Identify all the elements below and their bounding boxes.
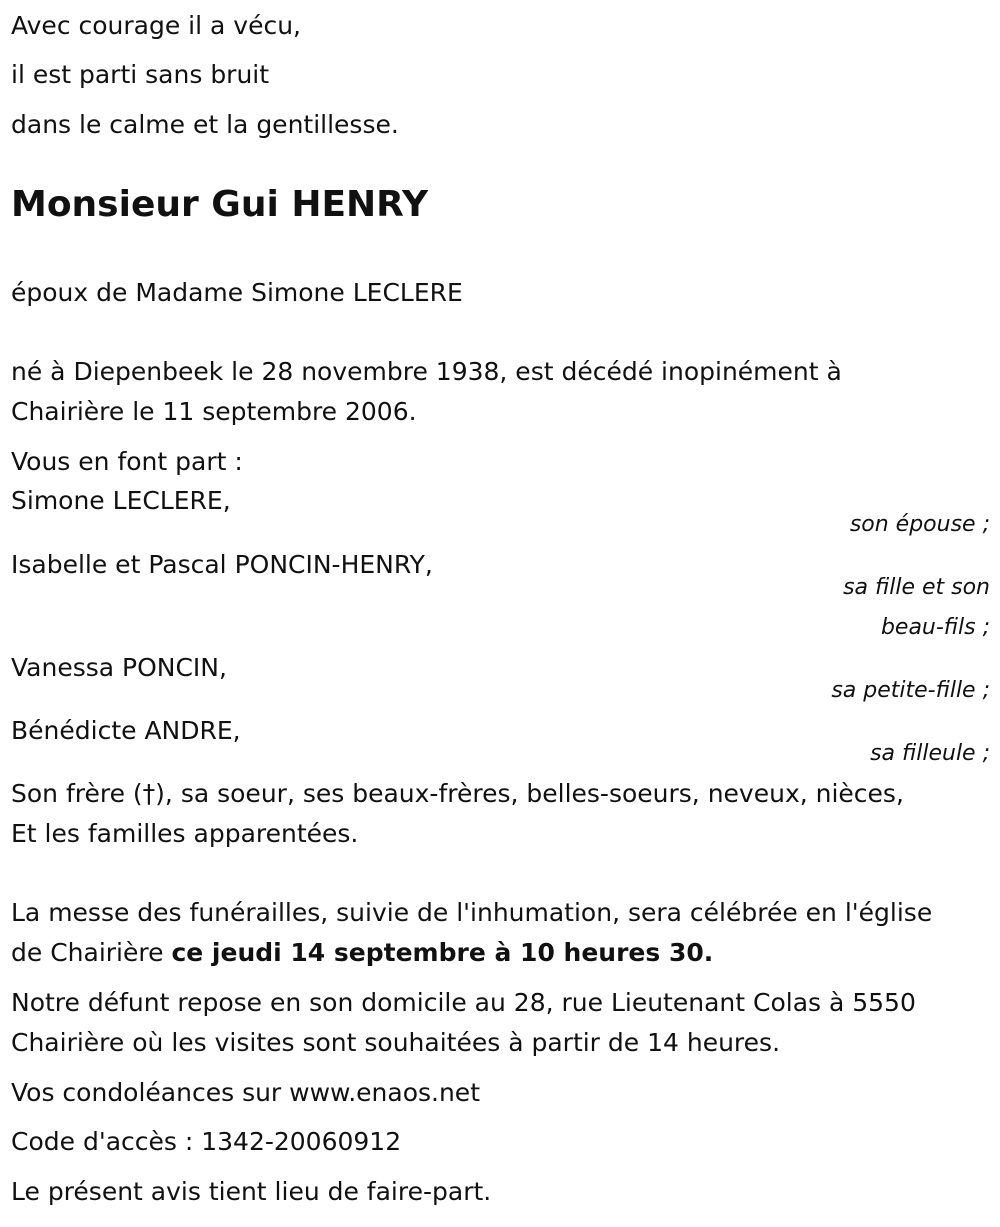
family-member-role: sa petite-fille ; — [831, 678, 990, 703]
poem-line-2: il est parti sans bruit — [11, 60, 270, 89]
family-member-name: Vanessa PONCIN, — [11, 653, 227, 682]
relatives-line-1: Son frère (†), sa soeur, ses beaux-frères, belles-soeurs, neveux, nièces, — [11, 779, 904, 808]
family-member-role: son épouse ; — [849, 512, 990, 537]
funeral-church: de Chairière — [11, 938, 172, 967]
poem-line-1: Avec courage il a vécu, — [11, 11, 302, 40]
deceased-name: Monsieur Gui HENRY — [11, 184, 429, 225]
condolences-line: Vos condoléances sur www.enaos.net — [11, 1078, 480, 1107]
funeral-date-time: ce jeudi 14 septembre à 10 heures 30. — [171, 938, 714, 967]
access-code-line: Code d'accès : 1342-20060912 — [11, 1127, 402, 1156]
birth-death-line-2: Chairière le 11 septembre 2006. — [11, 397, 417, 426]
closing-line: Le présent avis tient lieu de faire-part. — [11, 1177, 492, 1206]
family-member-name: Simone LECLERE, — [11, 486, 231, 515]
family-member-name: Bénédicte ANDRE, — [11, 716, 241, 745]
family-member-role: sa filleule ; — [870, 741, 990, 766]
visitation-line-1: Notre défunt repose en son domicile au 28, rue Lieutenant Colas à 5550 — [11, 988, 916, 1017]
family-member-role: beau-fils ; — [880, 615, 990, 640]
birth-death-line-1: né à Diepenbeek le 28 novembre 1938, est décédé inopinément à — [11, 357, 842, 386]
family-member-role: sa fille et son — [843, 575, 990, 600]
funeral-line-1: La messe des funérailles, suivie de l'inhumation, sera célébrée en l'église — [11, 898, 933, 927]
relatives-line-2: Et les familles apparentées. — [11, 819, 359, 848]
poem-line-3: dans le calme et la gentillesse. — [11, 110, 399, 139]
spouse-line: époux de Madame Simone LECLERE — [11, 278, 463, 307]
funeral-line-2 — [11, 933, 713, 973]
family-member-name: Isabelle et Pascal PONCIN-HENRY, — [11, 550, 433, 579]
announcement-intro: Vous en font part : — [11, 447, 243, 476]
visitation-line-2: Chairière où les visites sont souhaitées à partir de 14 heures. — [11, 1028, 781, 1057]
